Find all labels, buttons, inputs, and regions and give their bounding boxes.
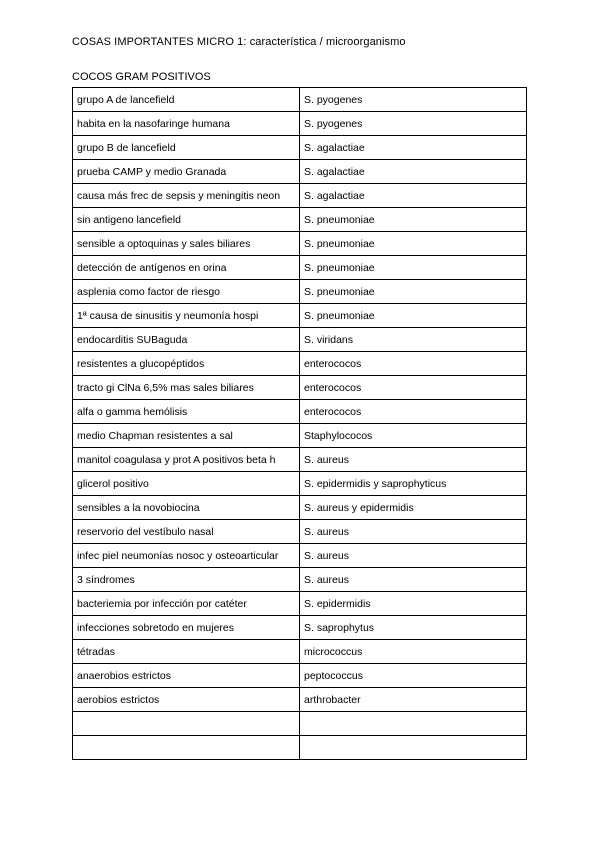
- characteristics-table: [72, 87, 527, 760]
- table-row: [73, 520, 527, 544]
- table-row: [73, 424, 527, 448]
- organism-cell: Staphylococos: [300, 424, 527, 448]
- organism-cell: S. pneumoniae: [300, 280, 527, 304]
- organism-cell: S. pneumoniae: [300, 208, 527, 232]
- table-row: [73, 736, 527, 760]
- feature-cell: medio Chapman resistentes a sal: [73, 424, 300, 448]
- table-row: [73, 328, 527, 352]
- organism-cell: S. pneumoniae: [300, 304, 527, 328]
- feature-cell: aerobios estrictos: [73, 688, 300, 712]
- table-row: [73, 640, 527, 664]
- organism-cell: peptococcus: [300, 664, 527, 688]
- organism-cell: S. agalactiae: [300, 160, 527, 184]
- organism-cell: S. epidermidis: [300, 592, 527, 616]
- table-row: [73, 112, 527, 136]
- feature-cell: prueba CAMP y medio Granada: [73, 160, 300, 184]
- table-row: [73, 544, 527, 568]
- organism-cell: S. agalactiae: [300, 184, 527, 208]
- feature-cell: causa más frec de sepsis y meningitis neon: [73, 184, 300, 208]
- table-row: [73, 304, 527, 328]
- section-title: COCOS GRAM POSITIVOS: [72, 71, 211, 83]
- feature-cell: resistentes a glucopéptidos: [73, 352, 300, 376]
- feature-cell: sensibles a la novobiocina: [73, 496, 300, 520]
- table-row: [73, 352, 527, 376]
- table-row: [73, 664, 527, 688]
- table-row: [73, 616, 527, 640]
- feature-cell: anaerobios estrictos: [73, 664, 300, 688]
- feature-cell: infec piel neumonías nosoc y osteoarticular: [73, 544, 300, 568]
- organism-cell: enterococos: [300, 376, 527, 400]
- feature-cell: reservorio del vestíbulo nasal: [73, 520, 300, 544]
- feature-cell: habita en la nasofaringe humana: [73, 112, 300, 136]
- organism-cell: arthrobacter: [300, 688, 527, 712]
- organism-cell: [300, 736, 527, 760]
- organism-cell: enterococos: [300, 400, 527, 424]
- table-row: [73, 208, 527, 232]
- feature-cell: detección de antígenos en orina: [73, 256, 300, 280]
- organism-cell: S. aureus: [300, 520, 527, 544]
- table-row: [73, 568, 527, 592]
- feature-cell: grupo A de lancefield: [73, 88, 300, 112]
- table-row: [73, 280, 527, 304]
- feature-cell: infecciones sobretodo en mujeres: [73, 616, 300, 640]
- organism-cell: [300, 712, 527, 736]
- organism-cell: enterococos: [300, 352, 527, 376]
- organism-cell: S. pneumoniae: [300, 232, 527, 256]
- organism-cell: S. pyogenes: [300, 88, 527, 112]
- feature-cell: endocarditis SUBaguda: [73, 328, 300, 352]
- feature-cell: asplenia como factor de riesgo: [73, 280, 300, 304]
- organism-cell: micrococcus: [300, 640, 527, 664]
- organism-cell: S. aureus: [300, 568, 527, 592]
- table-row: [73, 376, 527, 400]
- table-row: [73, 400, 527, 424]
- organism-cell: S. agalactiae: [300, 136, 527, 160]
- feature-cell: [73, 736, 300, 760]
- table-body: [73, 88, 527, 760]
- feature-cell: glicerol positivo: [73, 472, 300, 496]
- organism-cell: S. saprophytus: [300, 616, 527, 640]
- organism-cell: S. aureus: [300, 448, 527, 472]
- organism-cell: S. aureus: [300, 544, 527, 568]
- table-row: [73, 88, 527, 112]
- feature-cell: manitol coagulasa y prot A positivos beta h: [73, 448, 300, 472]
- organism-cell: S. pneumoniae: [300, 256, 527, 280]
- table-row: [73, 496, 527, 520]
- organism-cell: S. pyogenes: [300, 112, 527, 136]
- feature-cell: [73, 712, 300, 736]
- table-row: [73, 688, 527, 712]
- feature-cell: sin antigeno lancefield: [73, 208, 300, 232]
- page-title: COSAS IMPORTANTES MICRO 1: característica / microorganismo: [72, 36, 406, 48]
- feature-cell: alfa o gamma hemólisis: [73, 400, 300, 424]
- feature-cell: 1ª causa de sinusitis y neumonía hospi: [73, 304, 300, 328]
- organism-cell: S. aureus y epidermidis: [300, 496, 527, 520]
- table-row: [73, 448, 527, 472]
- table-row: [73, 184, 527, 208]
- organism-cell: S. viridans: [300, 328, 527, 352]
- table-row: [73, 136, 527, 160]
- feature-cell: sensible a optoquinas y sales biliares: [73, 232, 300, 256]
- feature-cell: 3 síndromes: [73, 568, 300, 592]
- table-row: [73, 472, 527, 496]
- feature-cell: grupo B de lancefield: [73, 136, 300, 160]
- table-row: [73, 160, 527, 184]
- table-row: [73, 232, 527, 256]
- table-row: [73, 592, 527, 616]
- feature-cell: tracto gi ClNa 6,5% mas sales biliares: [73, 376, 300, 400]
- table-row: [73, 256, 527, 280]
- feature-cell: tétradas: [73, 640, 300, 664]
- feature-cell: bacteriemia por infección por catéter: [73, 592, 300, 616]
- organism-cell: S. epidermidis y saprophyticus: [300, 472, 527, 496]
- table-row: [73, 712, 527, 736]
